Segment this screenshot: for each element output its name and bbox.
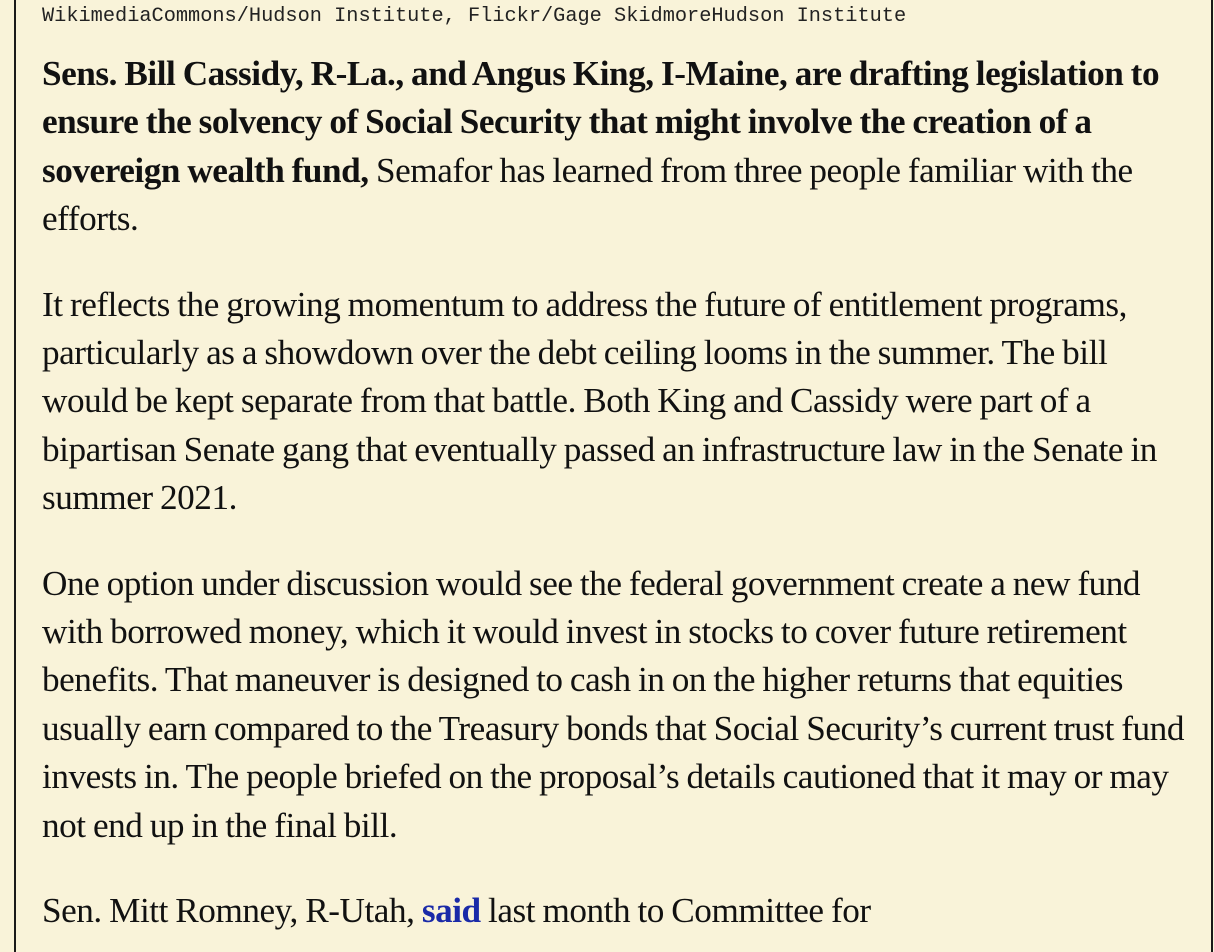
paragraph-4-start: Sen. Mitt Romney, R-Utah, [42,891,415,931]
article-body [42,50,1192,952]
lead-sentence: Sens. Bill Cassidy, R-La., and Angus King, I-Maine, are drafting legislation to ensure the solvency of Social Security that might involve the creation of a sovereign wealth fund, [42,54,1160,190]
paragraph-1 [42,50,1192,244]
paragraph-1-rest: Semafor has learned from three people familiar with the efforts. [42,150,1133,239]
paragraph-2: It reflects the growing momentum to address the future of entitlement programs, particularly as a showdown over the debt ceiling looms in the summer. The bill would be kept separate from that battle. Both King and Cassidy were part of a bipartisan Senate gang that eventually passed an infrastructure law in the Senate in summer 2021. [42,284,1157,518]
paragraph-3: One option under discussion would see the federal government create a new fund with borrowed money, which it would invest in stocks to cover future retirement benefits. That maneuver is designed to cash in on the higher returns that equities usually earn compared to the Treasury bonds that Social Security’s current trust fund invests in. The people briefed on the proposal’s details cautioned that it may or may not end up in the final bill. [42,563,1184,845]
article-card [14,0,1213,952]
photo-credit: WikimediaCommons/Hudson Institute, Flickr/Gage SkidmoreHudson Institute [42,5,907,28]
paragraph-4-end: last month to Committee for [488,891,871,931]
paragraph-4 [42,887,1192,935]
said-link[interactable]: said [421,891,481,931]
